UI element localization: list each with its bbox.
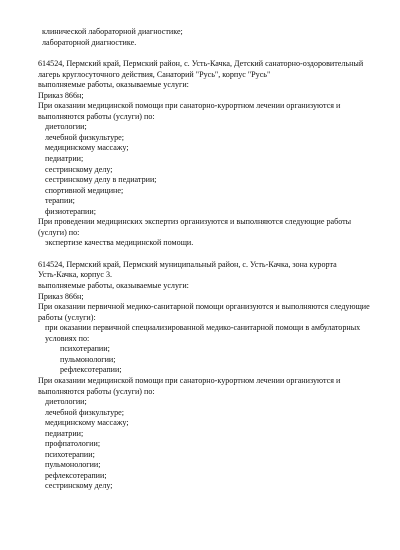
license-section-2: [38, 260, 380, 492]
service-item: педиатрии;: [45, 428, 84, 438]
service-item: рефлексотерапии;: [45, 470, 107, 480]
service-item: сестринскому делу;: [45, 481, 113, 491]
service-item: пульмонологии;: [60, 354, 116, 364]
service-item: сестринскому делу в педиатрии;: [45, 175, 157, 185]
license-section-1: [38, 59, 380, 249]
service-item: профпатологии;: [45, 439, 101, 449]
address-line: Усть-Качка, корпус 3.: [38, 270, 113, 280]
service-item: медицинскому массажу;: [45, 143, 129, 153]
paragraph-gap: [38, 249, 380, 260]
service-item: лечебной физкультуре;: [45, 407, 125, 417]
expertise-intro: (услуги) по:: [38, 227, 80, 237]
order-reference: Приказ 866н;: [38, 291, 84, 301]
service-item: диетологии;: [45, 122, 87, 132]
service-item: психотерапии;: [60, 344, 110, 354]
works-heading: выполняемые работы, оказываемые услуги:: [38, 281, 189, 291]
address-line: лагерь круглосуточного действия, Санаторий "Русь", корпус "Русь": [38, 69, 271, 79]
address-line: 614524, Пермский край, Пермский район, с. Усть-Качка, Детский санаторно-оздоровительный: [38, 59, 364, 69]
order-reference: Приказ 866н;: [38, 90, 84, 100]
service-item: рефлексотерапии;: [60, 365, 122, 375]
address-line: 614524, Пермский край, Пермский муниципальный район, с. Усть-Качка, зона курорта: [38, 259, 337, 269]
paragraph-gap: [38, 48, 380, 59]
service-item: спортивной медицине;: [45, 185, 124, 195]
care-type-intro: При оказании первичной медико-санитарной помощи организуются и выполняются следующие: [38, 302, 370, 312]
service-item: медицинскому массажу;: [45, 418, 129, 428]
care-type-intro: При оказании медицинской помощи при санаторно-курортном лечении организуются и: [38, 375, 341, 385]
care-type-intro: выполняются работы (услуги) по:: [38, 386, 155, 396]
care-type-intro: работы (услуги):: [38, 312, 96, 322]
service-item: лабораторной диагностике.: [42, 37, 137, 47]
care-subtype-intro: при оказании первичной специализированной медико-санитарной помощи в амбулаторных: [45, 323, 361, 333]
service-item: лечебной физкультуре;: [45, 132, 125, 142]
care-subtype-intro: условиях по:: [45, 333, 90, 343]
service-item: пульмонологии;: [45, 460, 101, 470]
works-heading: выполняемые работы, оказываемые услуги:: [38, 80, 189, 90]
service-item: педиатрии;: [45, 154, 84, 164]
service-item: диетологии;: [45, 397, 87, 407]
service-item: сестринскому делу;: [45, 164, 113, 174]
service-item: терапии;: [45, 196, 75, 206]
service-item: экспертизе качества медицинской помощи.: [45, 238, 194, 248]
service-item: клинической лабораторной диагностике;: [42, 27, 183, 36]
expertise-intro: При проведении медицинских экспертиз организуются и выполняются следующие работы: [38, 217, 352, 227]
service-item: физиотерапии;: [45, 206, 96, 216]
care-type-intro: выполняются работы (услуги) по:: [38, 111, 155, 121]
service-item: психотерапии;: [45, 449, 95, 459]
care-type-intro: При оказании медицинской помощи при санаторно-курортном лечении организуются и: [38, 101, 341, 111]
